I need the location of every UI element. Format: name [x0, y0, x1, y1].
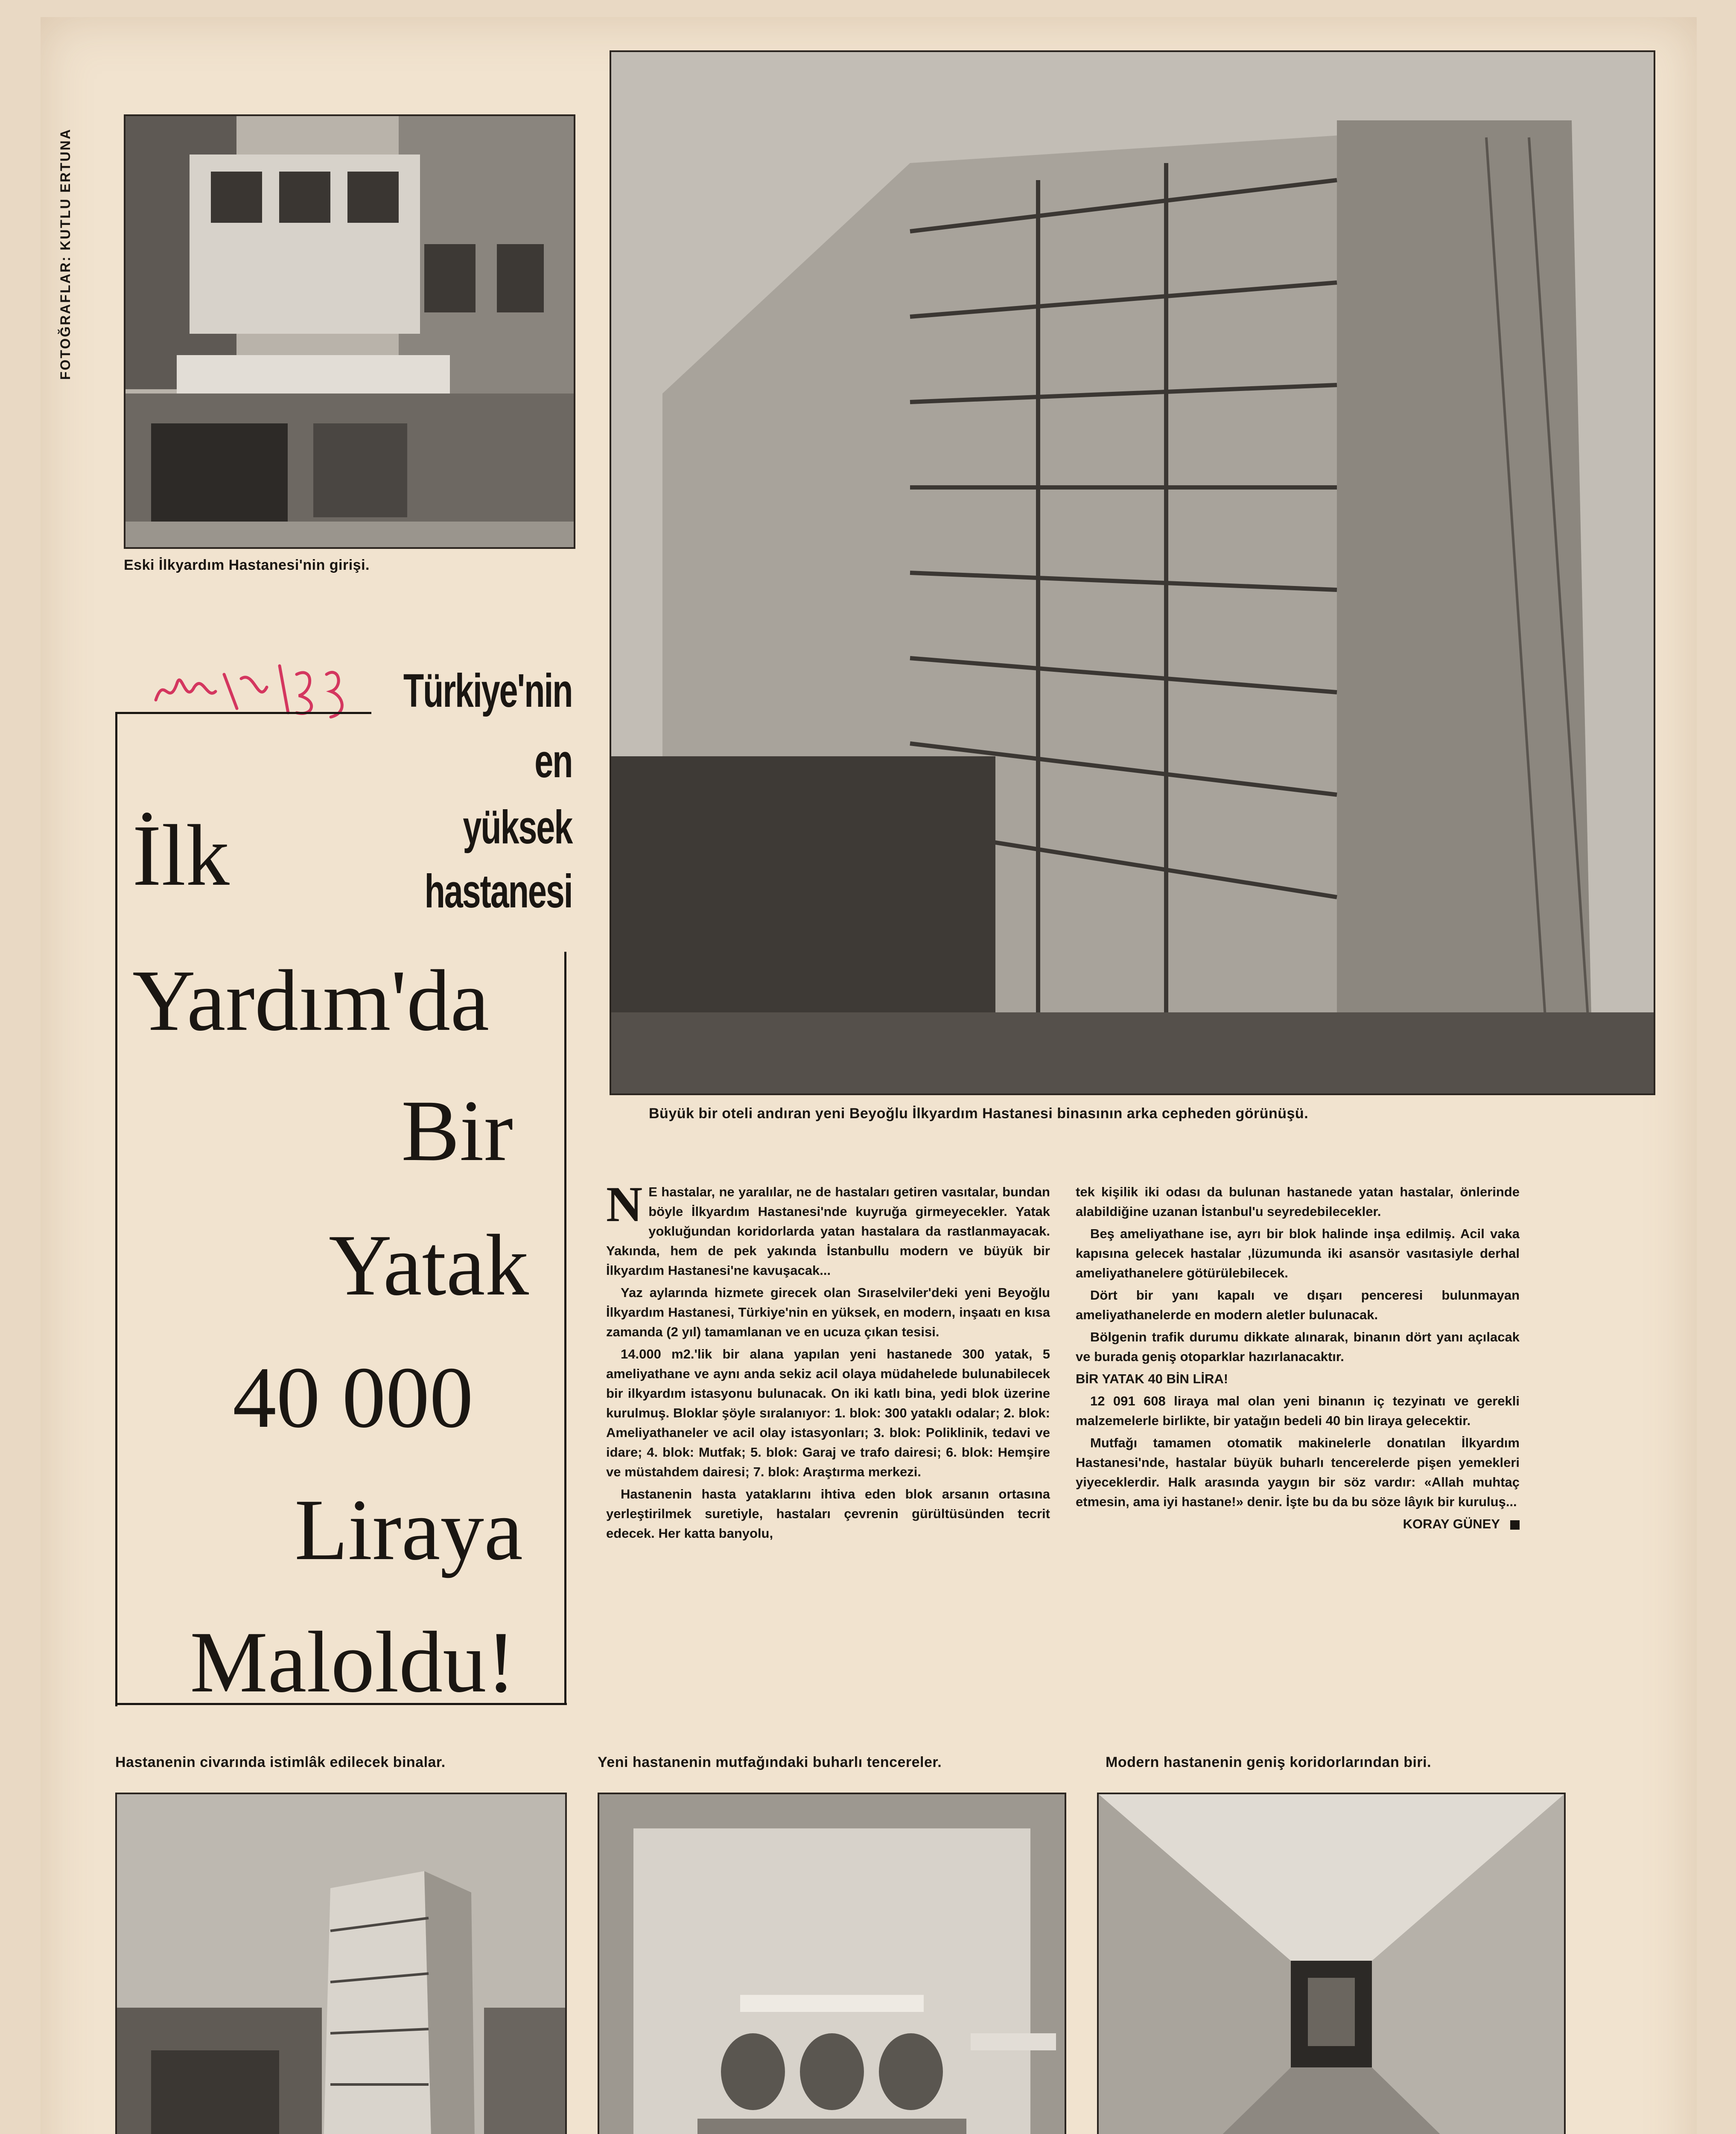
article-paragraph: N E hastalar, ne yaralılar, ne de hastaları getiren vasıtalar, bundan böyle İlkyardım Hastanesi'nde kuyruğa girmeyecekler. Yatak yokluğundan koridorlarda yatan hastalara da rastlanmayacak. Yakında, hem de pek yakında İstanbullu modern ve büyük bir İlkyardım Hastanesi'ne kavuşacak... [606, 1176, 1050, 1278]
headline-word-3: Bir [401, 1082, 513, 1179]
corridor-caption: Modern hastanenin geniş koridorlarından biri. [1106, 1754, 1432, 1770]
corridor-photo [1097, 1793, 1566, 2134]
headline-word-6: Liraya [295, 1481, 523, 1578]
expropriation-caption: Hastanenin civarında istimlâk edilecek binalar. [115, 1754, 446, 1770]
headline-left-rule [115, 712, 117, 1706]
article-paragraph: Dört bir yanı kapalı ve dışarı penceresi bulunmayan ameliyathanelerde en modern aletler bulunacak. [1076, 1288, 1520, 1322]
article-byline [1076, 1514, 1520, 1534]
article-dropcap: N [606, 1176, 643, 1232]
article-paragraph: Beş ameliyathane ise, ayrı bir blok halinde inşa edilmiş. Acil vaka kapısına gelecek hastalar ,lüzumunda iki asansör vasıtasiyle derhal ameliyathanelere götürülebilecek. [1076, 1226, 1520, 1280]
kitchen-caption: Yeni hastanenin mutfağındaki buharlı tencereler. [598, 1754, 942, 1770]
main-building-caption: Büyük bir oteli andıran yeni Beyoğlu İlkyardım Hastanesi binasının arka cepheden görünüşü. [649, 1105, 1309, 1122]
end-mark-icon [1510, 1520, 1520, 1530]
subheadline-line-4: hastanesi [424, 865, 572, 918]
headline-right-rule [564, 952, 566, 1703]
kitchen-photo [598, 1793, 1066, 2134]
article-section-title: BİR YATAK 40 BİN LİRA! [1076, 1371, 1228, 1386]
old-entrance-photo [124, 114, 575, 549]
expropriation-photo [115, 1793, 567, 2134]
headline-word-5: 40 000 [233, 1349, 473, 1446]
article-paragraph: Hastanenin hasta yataklarını ihtiva eden blok arsanın ortasına yerleştirilmek suretiyle, hastaları çevrenin gürültüsünden tecrit edecek. Her katta banyolu, [606, 1487, 1050, 1541]
article-paragraph: tek kişilik iki odası da bulunan hastanede yatan hastalar, önlerinde alabildiğine uzanan İstanbul'u seyredebilecekler. [1076, 1184, 1520, 1219]
subheadline-block [371, 666, 572, 939]
article-paragraph: Mutfağı tamamen otomatik makinelerle donatılan İlkyardım Hastanesi'nde, hastalar büyük buharlı tencerelerde pişen yemekleri yiyeceklerdir. Halk arasında yaygın bir söz vardır: «Allah muhtaç etmesin, ama iyi hastane!» denir. İşte bu da bu söze lâyık bir kuruluş... [1076, 1435, 1520, 1509]
headline-word-7: Maloldu! [190, 1614, 516, 1711]
subheadline-line-1: Türkiye'nin [403, 665, 572, 717]
article-paragraph: Bölgenin trafik durumu dikkate alınarak, binanın dört yanı açılacak ve burada geniş otoparklar hazırlanacaktır. [1076, 1329, 1520, 1364]
headline-word-1: İlk [132, 807, 230, 904]
subheadline-line-2: en [534, 735, 572, 787]
subheadline-line-3: yüksek [463, 801, 572, 854]
old-entrance-caption: Eski İlkyardım Hastanesi'nin girişi. [124, 557, 370, 573]
article-column-1 [606, 1176, 1050, 1546]
article-paragraph: 12 091 608 liraya mal olan yeni binanın iç tezyinatı ve gerekli malzemelerle birlikte, bir yatağın bedeli 40 bin liraya gelecektir. [1076, 1394, 1520, 1428]
article-paragraph: 14.000 m2.'lik bir alana yapılan yeni hastanede 300 yatak, 5 ameliyathane ve aynı anda sekiz acil olaya müdahelede bulunabilecek bir ilkyardım istasyonu bulunacak. On iki katlı bina, yedi blok üzerine kurulmuş. Bloklar şöyle sıralanıyor: 1. blok: 300 yataklı odalar; 2. blok: Ameliyathaneler ve acil olay istasyonları; 3. blok: Poliklinik, tedavi ve idare; 4. blok: Mutfak; 5. blok: Garaj ve trafo dairesi; 6. blok: Hemşire ve müstahdem dairesi; 7. blok: Araştırma merkezi. [606, 1347, 1050, 1479]
headline-word-2: Yardım'da [132, 952, 490, 1049]
photo-credit: FOTOĞRAFLAR: KUTLU ERTUNA [58, 128, 73, 380]
headline-word-4: Yatak [329, 1217, 529, 1314]
main-building-photo [610, 50, 1655, 1095]
article-column-2 [1076, 1182, 1520, 1536]
article-paragraph: Yaz aylarında hizmete girecek olan Sıraselviler'deki yeni Beyoğlu İlkyardım Hastanesi, Türkiye'nin en yüksek, en modern, inşaatı en kısa zamanda (2 yıl) tamamlanan ve en ucuza çıkan tesisi. [606, 1285, 1050, 1339]
author-name: KORAY GÜNEY [1403, 1516, 1500, 1531]
handwritten-date-note [152, 649, 373, 721]
headline-top-rule [115, 712, 371, 714]
